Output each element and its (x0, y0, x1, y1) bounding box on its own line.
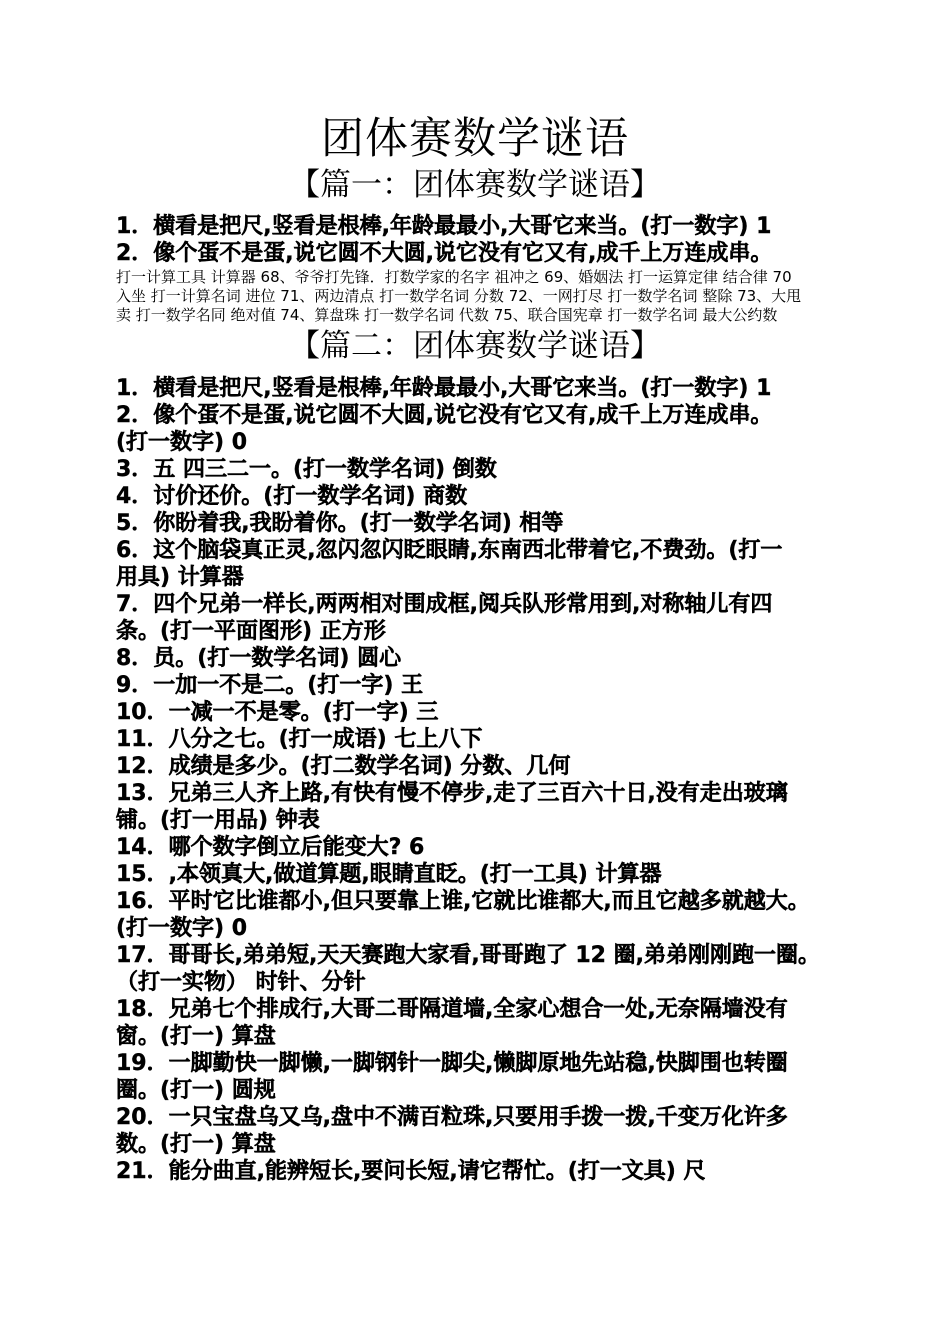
small-text-line: 入坐 打一计算名词 进位 71、两边清点 打一数学名词 分数 72、一网打尽 打一数学名词 整除 73、大甩 (116, 287, 802, 305)
riddle-line: 14．哪个数字倒立后能变大? 6 (116, 835, 425, 860)
riddle-line: 4．讨价还价。(打一数学名词) 商数 (116, 484, 468, 509)
riddle-line: 1．横看是把尺,竖看是根棒,年龄最最小,大哥它来当。(打一数字) 1 (116, 376, 772, 401)
riddle-line: (打一数字) 0 (116, 430, 248, 455)
riddle-line: 18．兄弟七个排成行,大哥二哥隔道墙,全家心想合一处,无奈隔墙没有 (116, 997, 788, 1022)
section2-riddle-list (116, 375, 846, 1185)
section1-small-text (116, 268, 846, 325)
riddle-line: （打一实物） 时针、分针 (116, 970, 366, 995)
riddle-line: 8．员。(打一数学名词) 圆心 (116, 646, 402, 671)
riddle-line: 2．像个蛋不是蛋,说它圆不大圆,说它没有它又有,成千上万连成串。 (116, 241, 773, 266)
riddle-line: 16．平时它比谁都小,但只要靠上谁,它就比谁都大,而且它越多就越大。 (116, 889, 810, 914)
section1-title: 【篇一：团体赛数学谜语】 (289, 167, 661, 203)
riddle-line: 2．像个蛋不是蛋,说它圆不大圆,说它没有它又有,成千上万连成串。 (116, 403, 773, 428)
riddle-line: 7．四个兄弟一样长,两两相对围成框,阅兵队形常用到,对称轴儿有四 (116, 592, 773, 617)
riddle-line: 12．成绩是多少。(打二数学名词) 分数、几何 (116, 754, 571, 779)
section1-riddle-list (116, 213, 846, 267)
small-text-line: 卖 打一数学名同 绝对值 74、算盘珠 打一数学名词 代数 75、联合国宪章 打一数学名词 最大公约数 (116, 306, 778, 324)
riddle-line: 15．,本领真大,做道算题,眼睛直眨。(打一工具) 计算器 (116, 862, 662, 887)
riddle-line: 5．你盼着我,我盼着你。(打一数学名词) 相等 (116, 511, 564, 536)
riddle-line: 铺。(打一用品) 钟表 (116, 808, 320, 833)
riddle-line: 1．横看是把尺,竖看是根棒,年龄最最小,大哥它来当。(打一数字) 1 (116, 214, 772, 239)
section2-title: 【篇二：团体赛数学谜语】 (289, 328, 661, 364)
riddle-line: (打一数字) 0 (116, 916, 248, 941)
riddle-line: 10．一减一不是零。(打一字) 三 (116, 700, 439, 725)
riddle-line: 9．一加一不是二。(打一字) 王 (116, 673, 424, 698)
riddle-line: 20．一只宝盘乌又乌,盘中不满百粒珠,只要用手拨一拨,千变万化许多 (116, 1105, 788, 1130)
riddle-line: 3．五 四三二一。(打一数学名词) 倒数 (116, 457, 497, 482)
riddle-line: 21．能分曲直,能辨短长,要问长短,请它帮忙。(打一文具) 尺 (116, 1159, 706, 1184)
riddle-line: 11．八分之七。(打一成语) 七上八下 (116, 727, 483, 752)
riddle-line: 数。(打一) 算盘 (116, 1132, 276, 1157)
riddle-line: 19．一脚勤快一脚懒,一脚钢针一脚尖,懒脚原地先站稳,快脚围也转圈 (116, 1051, 788, 1076)
riddle-line: 圈。(打一) 圆规 (116, 1078, 276, 1103)
small-text-line: 打一计算工具 计算器 68、爷爷打先锋．打数学家的名字 祖冲之 69、婚姻法 打一运算定律 结合律 70 (116, 268, 792, 286)
main-title: 团体赛数学谜语 (321, 114, 629, 164)
riddle-line: 用具) 计算器 (116, 565, 244, 590)
riddle-line: 17．哥哥长,弟弟短,天天赛跑大家看,哥哥跑了 12 圈,弟弟刚刚跑一圈。 (116, 943, 820, 968)
riddle-line: 窗。(打一) 算盘 (116, 1024, 276, 1049)
riddle-line: 6．这个脑袋真正灵,忽闪忽闪眨眼睛,东南西北带着它,不费劲。(打一 (116, 538, 783, 563)
riddle-line: 13．兄弟三人齐上路,有快有慢不停步,走了三百六十日,没有走出玻璃 (116, 781, 788, 806)
riddle-line: 条。(打一平面图形) 正方形 (116, 619, 386, 644)
